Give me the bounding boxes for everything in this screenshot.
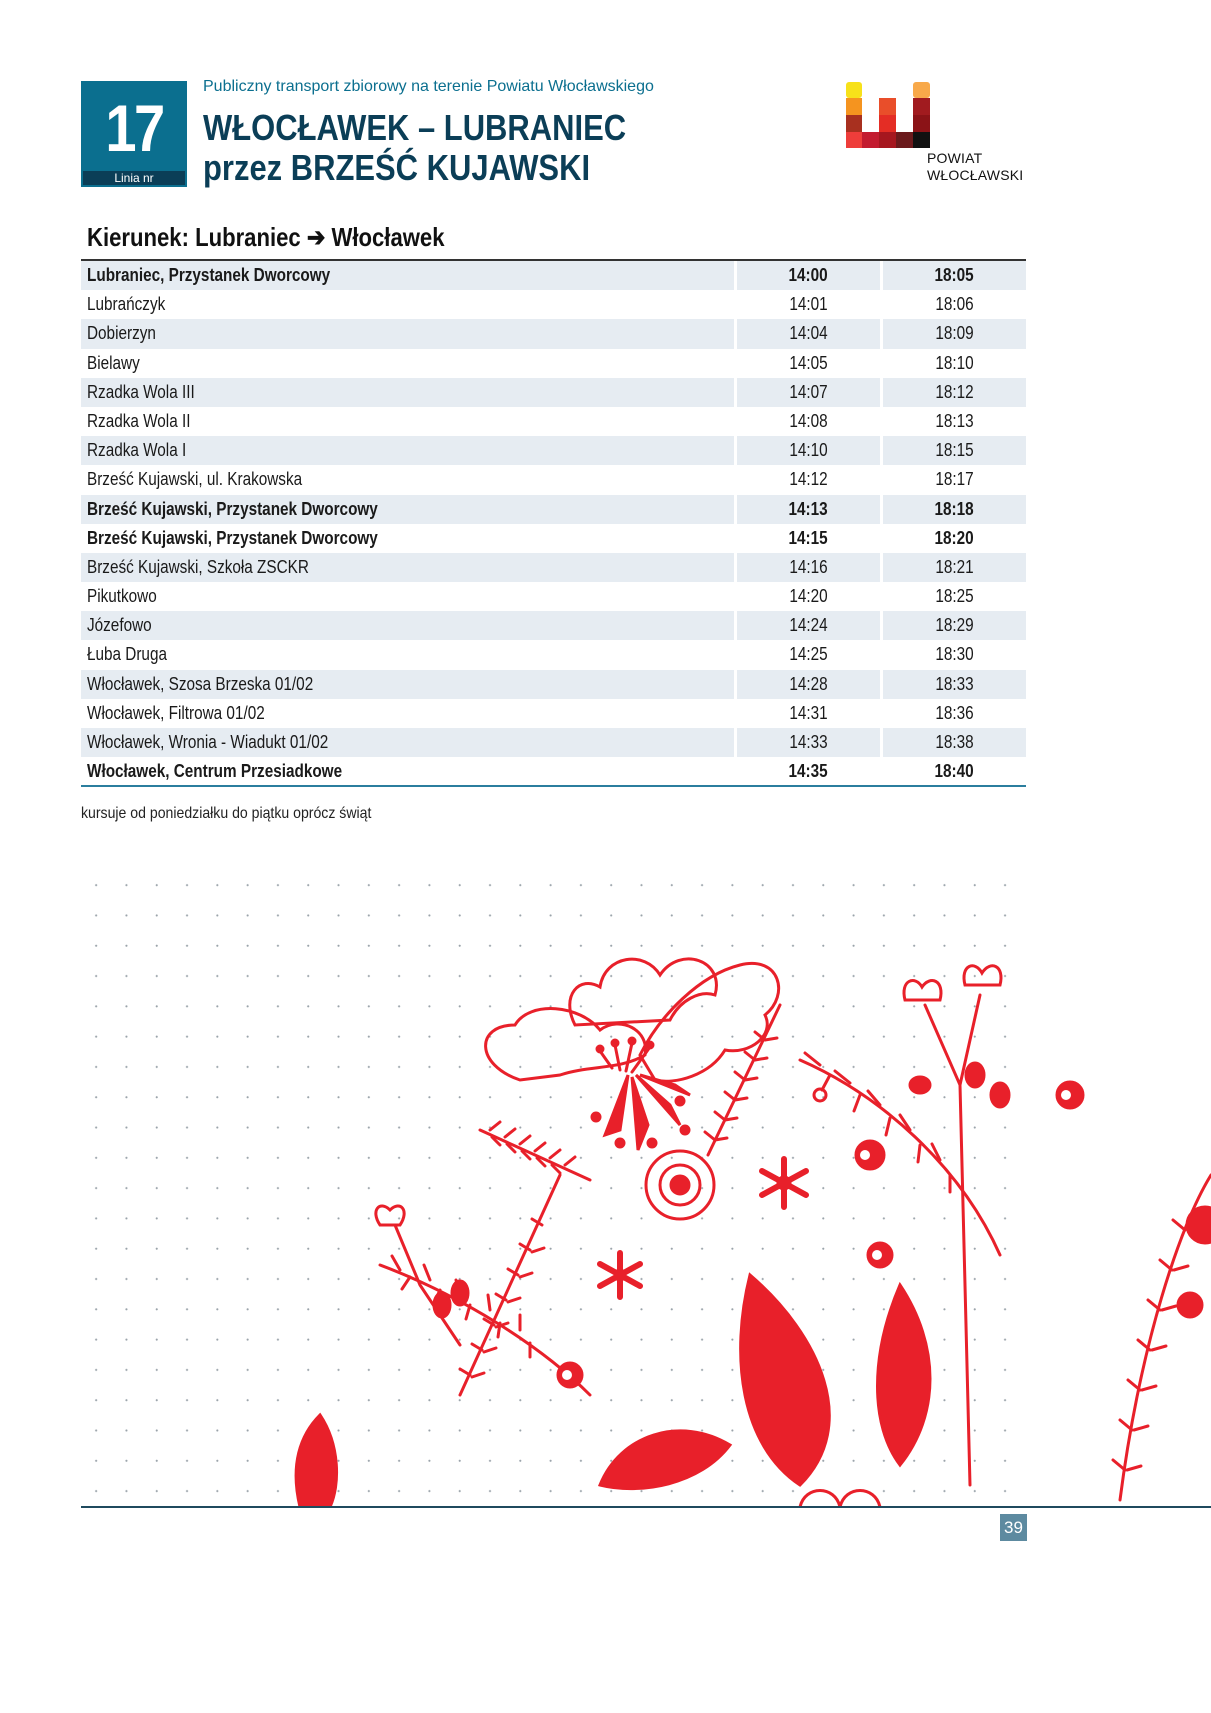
table-row bbox=[81, 261, 1026, 290]
departure-time-1: 14:01 bbox=[789, 294, 828, 315]
departure-time-2: 18:15 bbox=[883, 436, 1026, 465]
table-row bbox=[81, 495, 1026, 524]
table-row bbox=[81, 465, 1026, 494]
departure-time-2: 18:33 bbox=[883, 670, 1026, 699]
stop-name: Brześć Kujawski, Przystanek Dworcowy bbox=[87, 527, 378, 548]
departure-time-1: 14:16 bbox=[737, 553, 880, 582]
departure-time-2: 18:05 bbox=[883, 261, 1026, 290]
table-row bbox=[81, 728, 1026, 757]
page-number: 39 bbox=[1000, 1514, 1027, 1541]
table-row bbox=[81, 524, 1026, 553]
departure-time-2: 18:10 bbox=[935, 352, 974, 373]
stop-name: Bielawy bbox=[87, 352, 140, 373]
table-row bbox=[81, 582, 1026, 611]
line-number-badge bbox=[81, 81, 187, 187]
stop-name: Brześć Kujawski, Przystanek Dworcowy bbox=[81, 495, 734, 524]
stop-name: Lubraniec, Przystanek Dworcowy bbox=[81, 261, 734, 290]
stop-name: Józefowo bbox=[81, 611, 734, 640]
document-subtitle: Publiczny transport zbiorowy na terenie Powiatu Włocławskiego bbox=[203, 78, 654, 95]
service-note: kursuje od poniedziałku do piątku oprócz świąt bbox=[81, 805, 372, 822]
table-row bbox=[81, 670, 1026, 699]
departure-time-1: 14:35 bbox=[788, 761, 829, 782]
table-row bbox=[81, 349, 1026, 378]
departure-time-1: 14:25 bbox=[789, 644, 828, 665]
departure-time-2: 18:18 bbox=[883, 495, 1026, 524]
departure-time-1: 14:24 bbox=[737, 611, 880, 640]
departure-time-2: 18:38 bbox=[883, 728, 1026, 757]
departure-time-1: 14:28 bbox=[737, 670, 880, 699]
stop-name: Brześć Kujawski, Szkoła ZSCKR bbox=[81, 553, 734, 582]
departure-time-1: 14:10 bbox=[737, 436, 880, 465]
route-title-line1: WŁOCŁAWEK – LUBRANIEC bbox=[203, 107, 627, 148]
departure-time-2: 18:29 bbox=[883, 611, 1026, 640]
departure-time-1: 14:20 bbox=[789, 586, 828, 607]
table-row bbox=[81, 553, 1026, 582]
footer-rule bbox=[81, 1506, 1211, 1508]
departure-time-2: 18:12 bbox=[883, 378, 1026, 407]
departure-time-1: 14:04 bbox=[737, 319, 880, 348]
table-row bbox=[81, 640, 1026, 669]
stop-name: Włocławek, Centrum Przesiadkowe bbox=[87, 761, 343, 782]
stop-name: Dobierzyn bbox=[81, 319, 734, 348]
departure-time-1: 14:07 bbox=[737, 378, 880, 407]
table-row bbox=[81, 407, 1026, 436]
departure-time-2: 18:20 bbox=[934, 527, 975, 548]
departure-time-2: 18:36 bbox=[935, 702, 974, 723]
departure-time-2: 18:25 bbox=[935, 586, 974, 607]
departure-time-2: 18:17 bbox=[935, 469, 974, 490]
departure-time-1: 14:05 bbox=[789, 352, 828, 373]
departure-time-2: 18:13 bbox=[935, 410, 974, 431]
departure-time-2: 18:09 bbox=[883, 319, 1026, 348]
folk-floral-ornament-icon bbox=[260, 925, 1211, 1507]
stop-name: Rzadka Wola II bbox=[87, 410, 191, 431]
route-title bbox=[203, 108, 626, 188]
stop-name: Pikutkowo bbox=[87, 586, 157, 607]
departure-time-1: 14:00 bbox=[737, 261, 880, 290]
stop-name: Rzadka Wola I bbox=[81, 436, 734, 465]
line-number: 17 bbox=[105, 91, 163, 165]
powiat-logo-icon bbox=[846, 82, 930, 148]
direction-heading: Kierunek: Lubraniec ➔ Włocławek bbox=[87, 222, 445, 252]
table-row bbox=[81, 757, 1026, 786]
departure-time-1: 14:31 bbox=[789, 702, 828, 723]
stop-name: Brześć Kujawski, ul. Krakowska bbox=[87, 469, 303, 490]
table-row bbox=[81, 436, 1026, 465]
table-row bbox=[81, 378, 1026, 407]
table-row bbox=[81, 699, 1026, 728]
table-row bbox=[81, 290, 1026, 319]
timetable bbox=[81, 259, 1026, 786]
departure-time-2: 18:06 bbox=[935, 294, 974, 315]
departure-time-2: 18:21 bbox=[883, 553, 1026, 582]
departure-time-1: 14:13 bbox=[737, 495, 880, 524]
arrow-right-icon: ➔ bbox=[306, 222, 326, 252]
departure-time-1: 14:33 bbox=[737, 728, 880, 757]
stop-name: Rzadka Wola III bbox=[81, 378, 734, 407]
departure-time-1: 14:12 bbox=[789, 469, 828, 490]
table-bottom-rule bbox=[81, 785, 1026, 787]
departure-time-1: 14:08 bbox=[789, 410, 828, 431]
departure-time-1: 14:15 bbox=[788, 527, 829, 548]
stop-name: Włocławek, Wronia - Wiadukt 01/02 bbox=[81, 728, 734, 757]
stop-name: Włocławek, Filtrowa 01/02 bbox=[87, 702, 265, 723]
route-title-line2: przez BRZEŚĆ KUJAWSKI bbox=[203, 147, 591, 188]
stop-name: Lubrańczyk bbox=[87, 294, 166, 315]
powiat-logo-text: POWIAT WŁOCŁAWSKI bbox=[927, 150, 1024, 183]
stop-name: Łuba Druga bbox=[87, 644, 167, 665]
line-label: Linia nr bbox=[83, 171, 185, 185]
stop-name: Włocławek, Szosa Brzeska 01/02 bbox=[81, 670, 734, 699]
table-row bbox=[81, 319, 1026, 348]
departure-time-2: 18:30 bbox=[935, 644, 974, 665]
table-row bbox=[81, 611, 1026, 640]
departure-time-2: 18:40 bbox=[934, 761, 975, 782]
